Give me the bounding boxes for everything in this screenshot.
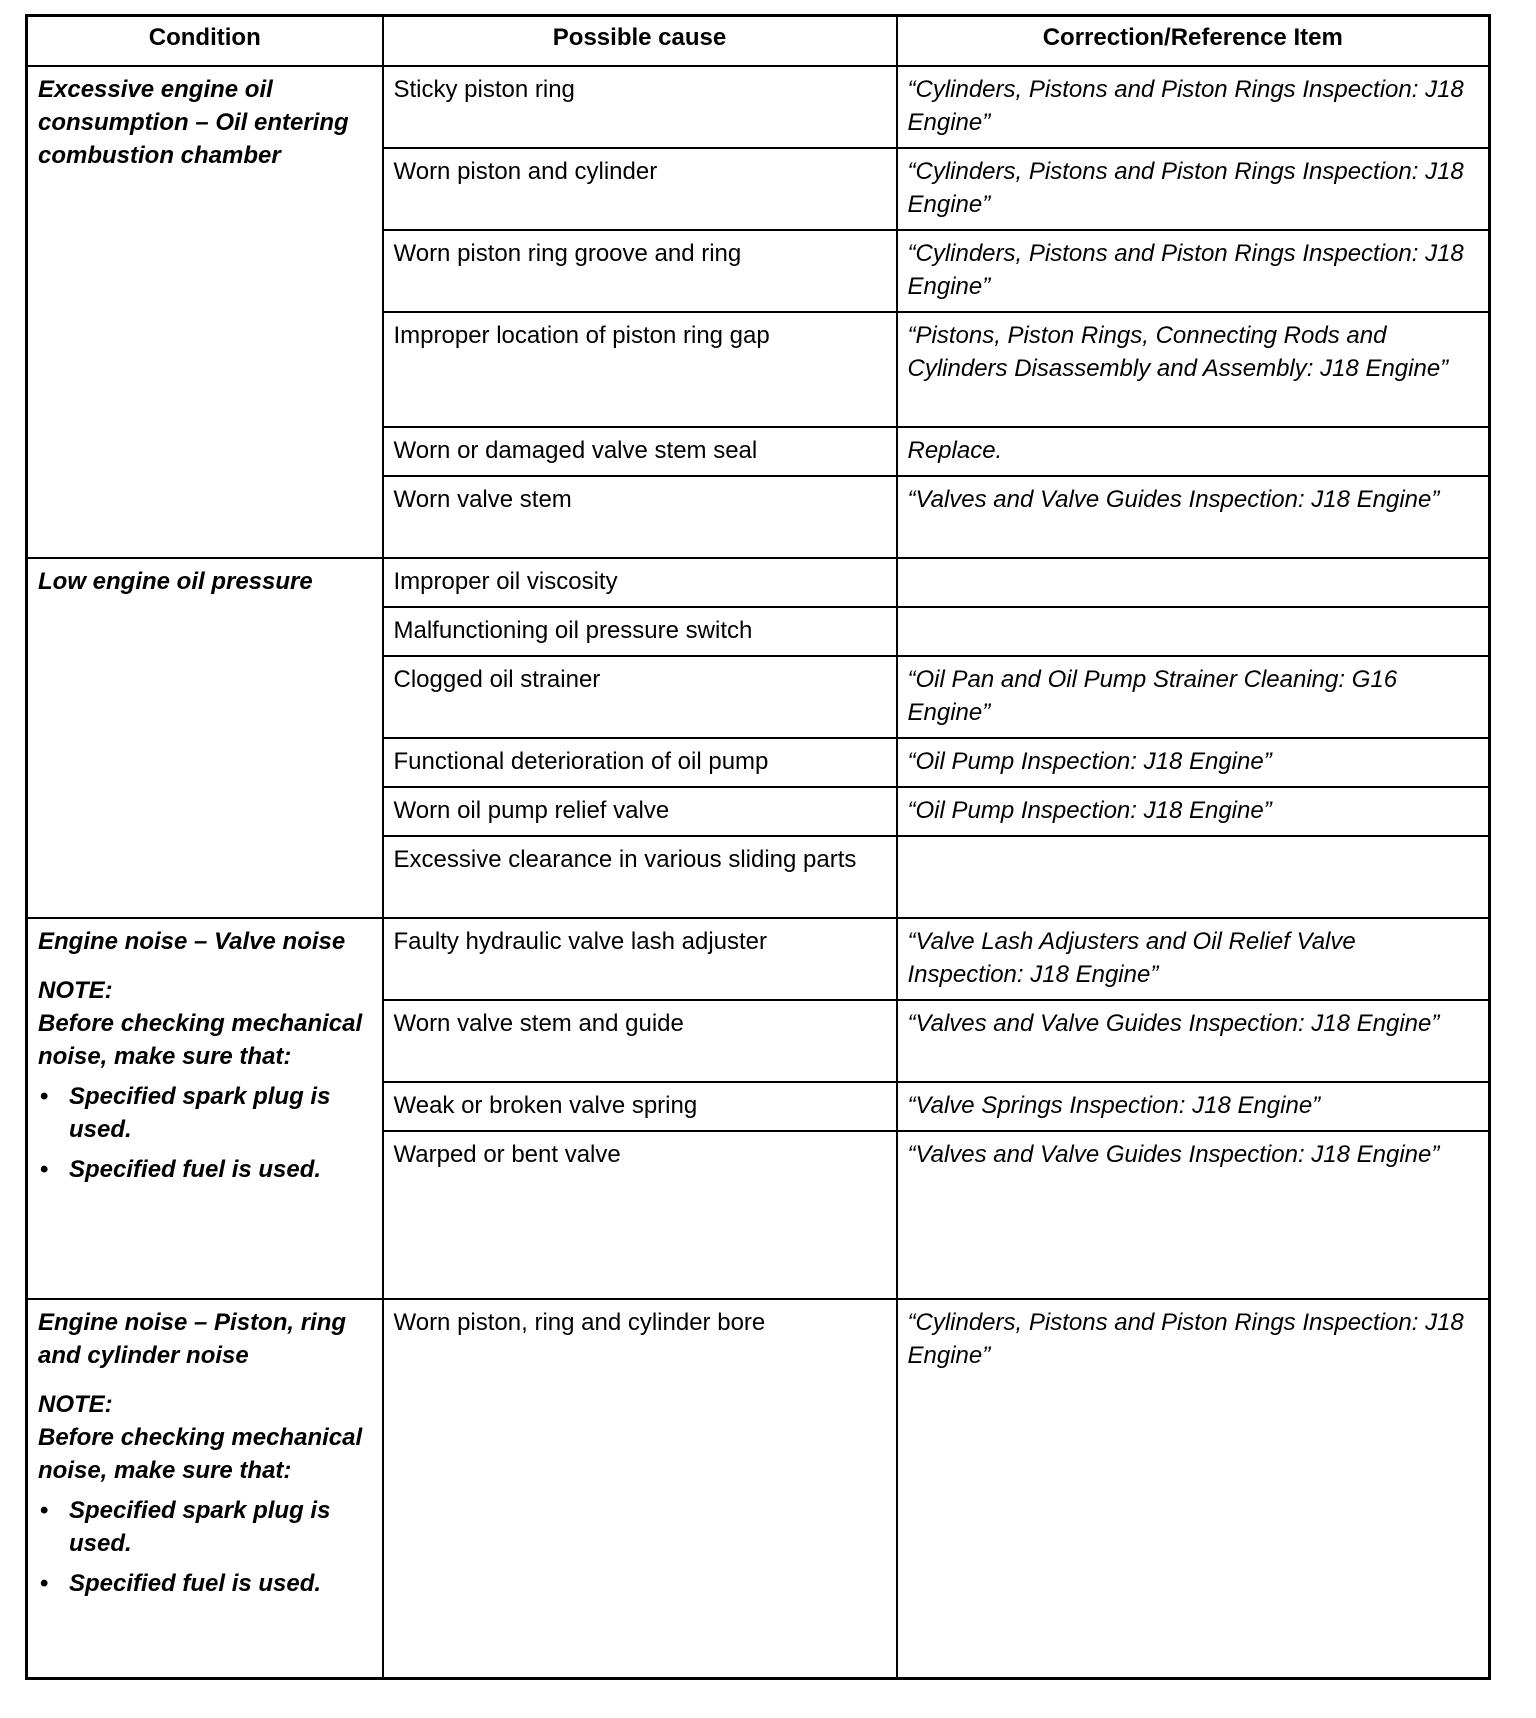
bullet-icon: • (40, 1569, 49, 1597)
reference-cell: “Cylinders, Pistons and Piston Rings Inspection: J18 Engine” (897, 148, 1490, 230)
note-bullet-list (38, 1080, 372, 1186)
condition-title: Excessive engine oil consumption – Oil entering combustion chamber (38, 75, 349, 169)
cause-cell: Worn piston and cylinder (383, 148, 897, 230)
condition-title: Engine noise – Piston, ring and cylinder noise (38, 1308, 347, 1369)
table-row (27, 1299, 1490, 1679)
note-label: NOTE: (38, 1390, 113, 1418)
note-label: NOTE: (38, 976, 113, 1004)
bullet-text: Specified fuel is used. (69, 1155, 322, 1183)
note-bullet-list (38, 1494, 372, 1600)
cause-cell: Functional deterioration of oil pump (383, 738, 897, 787)
reference-cell: “Valves and Valve Guides Inspection: J18 Engine” (897, 1000, 1490, 1082)
condition-cell (27, 918, 383, 1299)
bullet-text: Specified fuel is used. (69, 1569, 322, 1597)
reference-cell: “Valves and Valve Guides Inspection: J18 Engine” (897, 476, 1490, 558)
list-item (38, 1494, 372, 1560)
cause-cell: Malfunctioning oil pressure switch (383, 607, 897, 656)
condition-cell (27, 1299, 383, 1679)
reference-cell (897, 836, 1490, 918)
cause-cell: Worn valve stem (383, 476, 897, 558)
reference-cell: “Oil Pump Inspection: J18 Engine” (897, 738, 1490, 787)
list-item (38, 1567, 372, 1600)
cause-cell: Worn valve stem and guide (383, 1000, 897, 1082)
cause-cell: Excessive clearance in various sliding parts (383, 836, 897, 918)
header-correction-reference: Correction/Reference Item (897, 16, 1490, 66)
table-row (27, 66, 1490, 148)
bullet-icon: • (40, 1496, 49, 1524)
table-row (27, 558, 1490, 607)
cause-cell: Clogged oil strainer (383, 656, 897, 738)
bullet-icon: • (40, 1155, 49, 1183)
cause-cell: Worn oil pump relief valve (383, 787, 897, 836)
note-text: Before checking mechanical noise, make sure that: (38, 1009, 363, 1070)
cause-cell: Faulty hydraulic valve lash adjuster (383, 918, 897, 1000)
reference-cell: Replace. (897, 427, 1490, 476)
reference-cell (897, 607, 1490, 656)
bullet-icon: • (40, 1082, 49, 1110)
cause-cell: Worn piston, ring and cylinder bore (383, 1299, 897, 1679)
list-item (38, 1080, 372, 1146)
condition-title: Engine noise – Valve noise (38, 927, 346, 955)
reference-cell: “Valve Springs Inspection: J18 Engine” (897, 1082, 1490, 1131)
cause-cell: Sticky piston ring (383, 66, 897, 148)
cause-cell: Improper oil viscosity (383, 558, 897, 607)
reference-cell: “Valve Lash Adjusters and Oil Relief Valve Inspection: J18 Engine” (897, 918, 1490, 1000)
reference-cell: “Pistons, Piston Rings, Connecting Rods and Cylinders Disassembly and Assembly: J18 Engine” (897, 312, 1490, 427)
header-condition: Condition (27, 16, 383, 66)
troubleshooting-table (25, 14, 1491, 1680)
condition-title: Low engine oil pressure (38, 567, 313, 595)
cause-cell: Weak or broken valve spring (383, 1082, 897, 1131)
bullet-text: Specified spark plug is used. (69, 1496, 331, 1557)
header-possible-cause: Possible cause (383, 16, 897, 66)
table-header-row (27, 16, 1490, 66)
condition-cell (27, 66, 383, 558)
reference-cell: “Cylinders, Pistons and Piston Rings Inspection: J18 Engine” (897, 66, 1490, 148)
table-row (27, 918, 1490, 1000)
cause-cell: Worn or damaged valve stem seal (383, 427, 897, 476)
reference-cell (897, 558, 1490, 607)
list-item (38, 1153, 372, 1186)
cause-cell: Worn piston ring groove and ring (383, 230, 897, 312)
bullet-text: Specified spark plug is used. (69, 1082, 331, 1143)
reference-cell: “Cylinders, Pistons and Piston Rings Inspection: J18 Engine” (897, 230, 1490, 312)
cause-cell: Improper location of piston ring gap (383, 312, 897, 427)
condition-cell (27, 558, 383, 918)
note-text: Before checking mechanical noise, make sure that: (38, 1423, 363, 1484)
reference-cell: “Cylinders, Pistons and Piston Rings Inspection: J18 Engine” (897, 1299, 1490, 1679)
reference-cell: “Valves and Valve Guides Inspection: J18 Engine” (897, 1131, 1490, 1299)
reference-cell: “Oil Pan and Oil Pump Strainer Cleaning: G16 Engine” (897, 656, 1490, 738)
reference-cell: “Oil Pump Inspection: J18 Engine” (897, 787, 1490, 836)
cause-cell: Warped or bent valve (383, 1131, 897, 1299)
